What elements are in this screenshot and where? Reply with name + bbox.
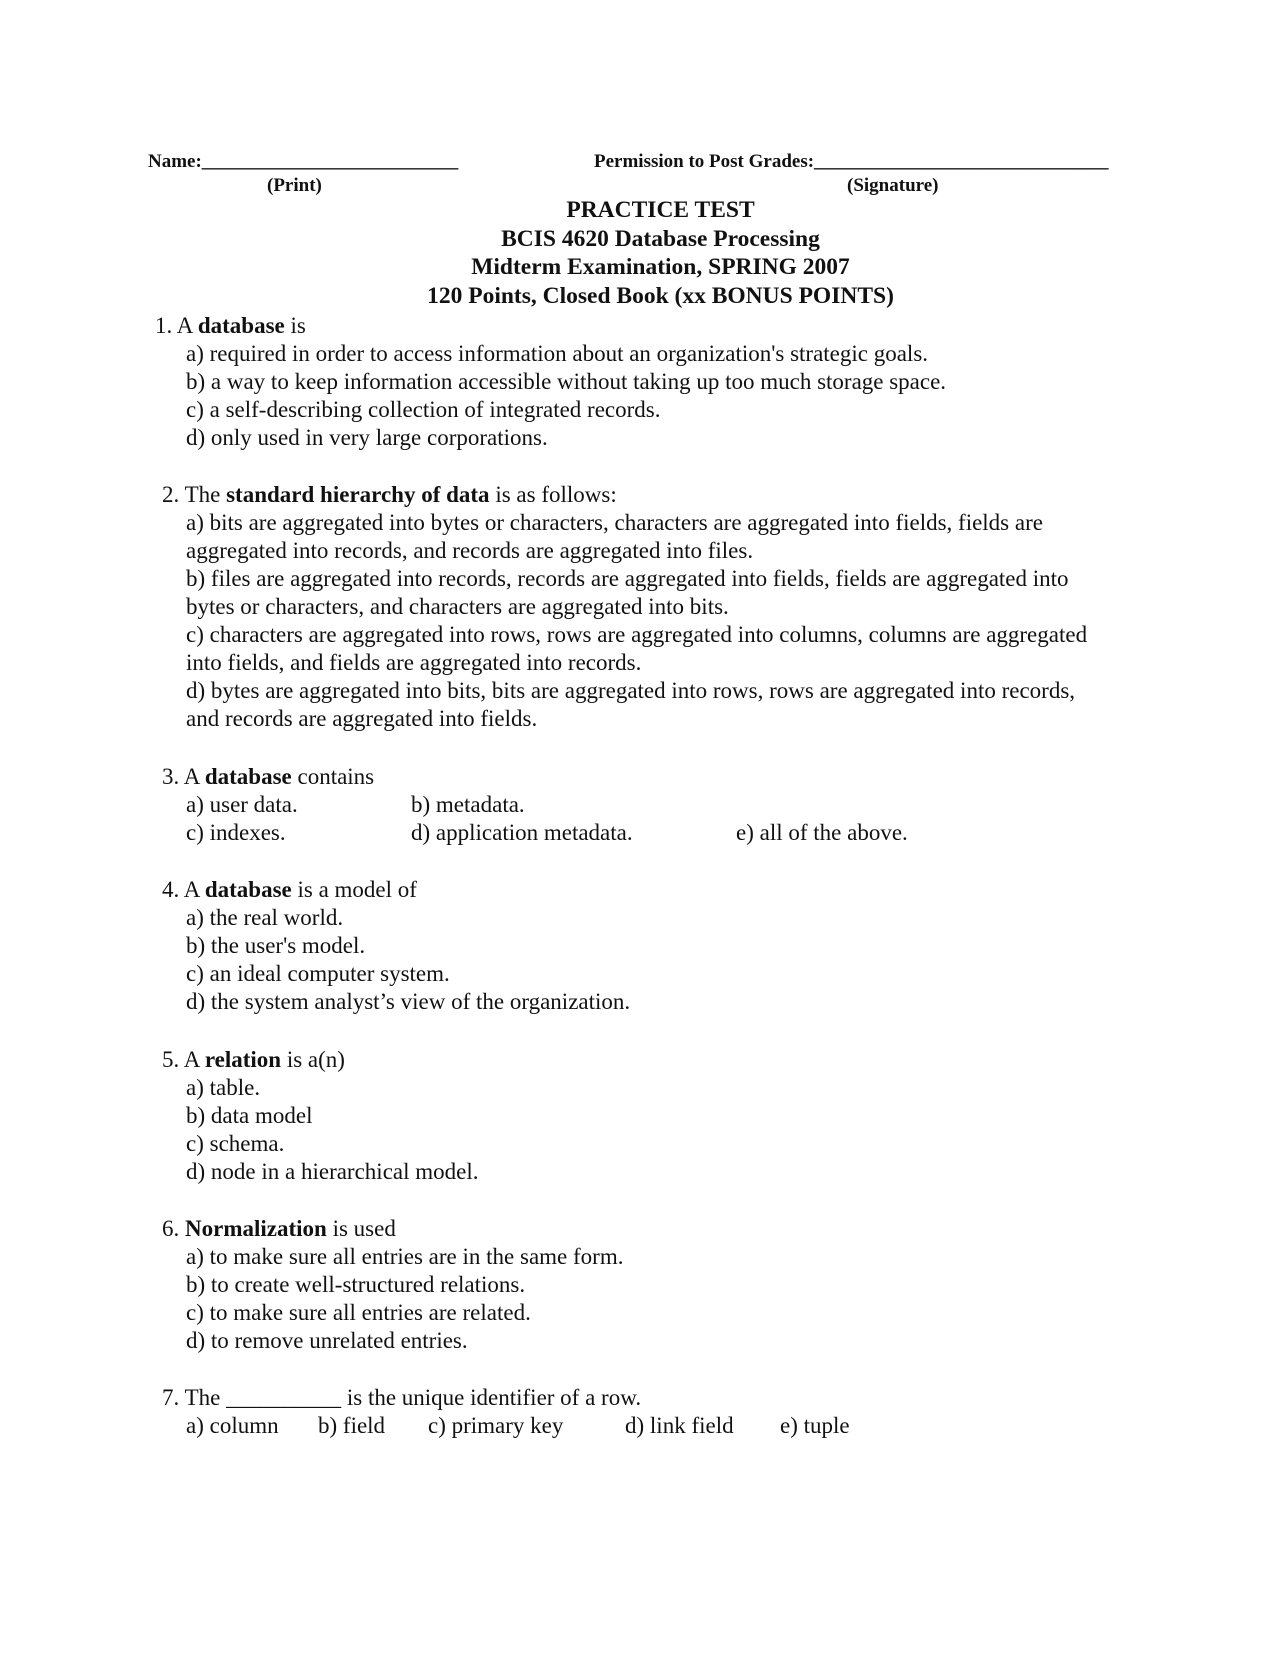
- answer-option: a) required in order to access information about an organization's strategic goals.: [186, 341, 929, 366]
- answer-option: d) node in a hierarchical model.: [186, 1159, 479, 1184]
- question-text-pre: The: [184, 482, 227, 507]
- answer-option: d) to remove unrelated entries.: [186, 1328, 468, 1353]
- answer-option: c) an ideal computer system.: [186, 961, 450, 986]
- question-text-post: is used: [326, 1216, 396, 1241]
- answer-option: e) all of the above.: [736, 820, 908, 845]
- answer-option: b) the user's model.: [186, 933, 366, 958]
- exam-title: [0, 196, 1280, 310]
- question-text-post: is as follows:: [489, 482, 617, 507]
- answer-option: c) a self-describing collection of integrated records.: [186, 397, 661, 422]
- question-keyword: database: [204, 877, 292, 902]
- question-keyword: standard hierarchy of data: [226, 482, 490, 507]
- answer-option: c) primary key: [428, 1413, 564, 1438]
- title-line-3: Midterm Examination, SPRING 2007: [471, 254, 850, 280]
- question-stem: [162, 482, 617, 508]
- question-number: 6.: [162, 1216, 180, 1241]
- answer-option-continued: into fields, and fields are aggregated into records.: [186, 650, 642, 675]
- question-text-pre: A: [176, 313, 198, 338]
- question-stem: [162, 764, 374, 790]
- answer-option: b) a way to keep information accessible without taking up too much storage space.: [186, 369, 947, 394]
- question-keyword: relation: [204, 1047, 282, 1072]
- name-line: Name:___________________________: [148, 151, 459, 172]
- answer-option: c) characters are aggregated into rows, rows are aggregated into columns, columns are aggregated: [186, 622, 1088, 647]
- question-keyword: Normalization: [185, 1216, 327, 1241]
- answer-option: a) to make sure all entries are in the same form.: [186, 1244, 624, 1269]
- answer-option: a) table.: [186, 1075, 261, 1100]
- answer-option-continued: aggregated into records, and records are aggregated into files.: [186, 538, 754, 563]
- answer-option: b) data model: [186, 1103, 313, 1128]
- answer-option: b) to create well-structured relations.: [186, 1272, 526, 1297]
- answer-option: d) application metadata.: [411, 820, 633, 845]
- title-line-2: BCIS 4620 Database Processing: [501, 225, 820, 252]
- question-text-pre: A: [183, 1047, 205, 1072]
- question-number: 3.: [162, 764, 180, 789]
- answer-option-continued: bytes or characters, and characters are aggregated into bits.: [186, 594, 729, 619]
- answer-option: d) link field: [625, 1413, 734, 1438]
- answer-option: b) metadata.: [411, 792, 525, 817]
- question-text-pre: A: [183, 764, 205, 789]
- answer-option: d) only used in very large corporations.: [186, 425, 548, 450]
- question-stem: [155, 313, 306, 339]
- answer-option: b) files are aggregated into records, records are aggregated into fields, fields are aggregated into: [186, 566, 1069, 591]
- question-keyword: database: [197, 313, 285, 338]
- question-stem: [162, 1047, 345, 1073]
- answer-option: e) tuple: [780, 1413, 850, 1438]
- answer-option: a) user data.: [186, 792, 298, 817]
- question-number: 1.: [155, 313, 173, 338]
- title-line-4: 120 Points, Closed Book (xx BONUS POINTS): [427, 282, 894, 309]
- answer-option: d) the system analyst’s view of the organization.: [186, 989, 631, 1014]
- question-text-pre: A: [183, 877, 205, 902]
- question-number: 4.: [162, 877, 180, 902]
- answer-option: a) the real world.: [186, 905, 344, 930]
- question-text-post: is a(n): [281, 1047, 345, 1072]
- question-number: 5.: [162, 1047, 180, 1072]
- question-text-post: is a model of: [291, 877, 417, 902]
- answer-option: d) bytes are aggregated into bits, bits are aggregated into rows, rows are aggregated into records,: [186, 678, 1076, 703]
- question-stem: [162, 1216, 396, 1242]
- answer-option-continued: and records are aggregated into fields.: [186, 706, 538, 731]
- permission-line: Permission to Post Grades:_______________________________: [594, 151, 1109, 172]
- question-stem: [162, 877, 417, 903]
- answer-option: a) column: [186, 1413, 279, 1438]
- answer-option: c) indexes.: [186, 820, 286, 845]
- question-text-post: is: [284, 313, 306, 338]
- title-line-1: PRACTICE TEST: [566, 197, 755, 223]
- question-keyword: database: [204, 764, 292, 789]
- answer-option: c) to make sure all entries are related.: [186, 1300, 531, 1325]
- print-label: (Print): [267, 175, 322, 196]
- answer-option: a) bits are aggregated into bytes or characters, characters are aggregated into fields, fields are: [186, 510, 1043, 535]
- question-number: 2.: [162, 482, 180, 507]
- question-stem: [162, 1385, 641, 1411]
- question-text-post: contains: [291, 764, 375, 789]
- question-number: 7.: [162, 1385, 180, 1410]
- signature-label: (Signature): [847, 175, 939, 196]
- answer-option: c) schema.: [186, 1131, 285, 1156]
- answer-option: b) field: [318, 1413, 386, 1438]
- question-text-pre: The __________ is the unique identifier of a row.: [184, 1385, 642, 1410]
